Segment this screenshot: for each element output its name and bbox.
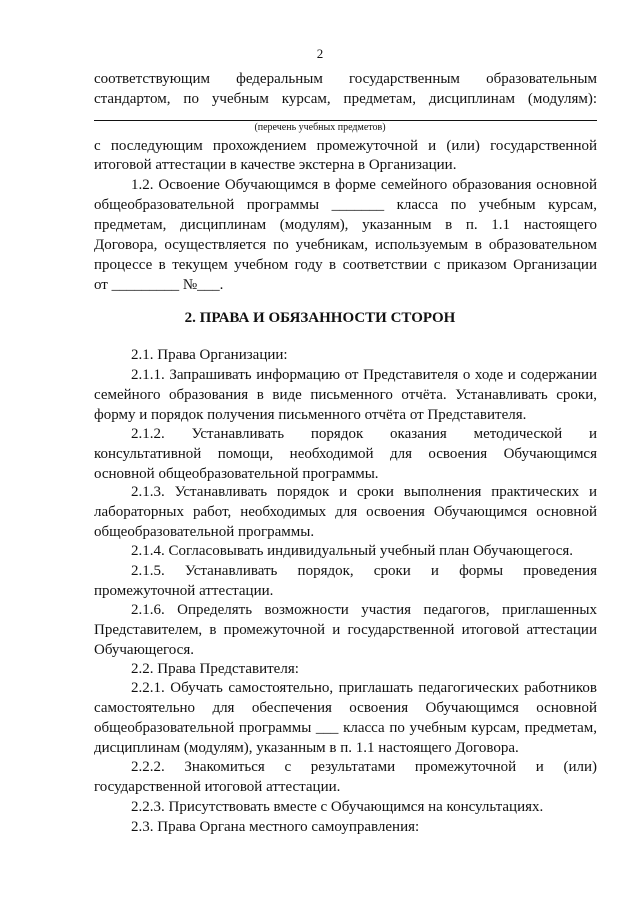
- paragraph-line: 2.2.2. Знакомиться с результатами промежуточной и (или): [131, 759, 597, 775]
- paragraph-line: консультативной помощи, необходимой для освоения Обучающимся: [94, 446, 597, 462]
- paragraph-line: от _________ №___.: [94, 277, 224, 293]
- page-number: 2: [316, 46, 324, 61]
- paragraph-line: промежуточной аттестации.: [94, 583, 274, 599]
- paragraph-line: с последующим прохождением промежуточной и (или) государственной: [94, 138, 597, 154]
- paragraph-line: общеобразовательной программы _______ класса по учебным курсам,: [94, 197, 597, 213]
- paragraph-line: 2.3. Права Органа местного самоуправления:: [131, 819, 420, 835]
- section-heading: 2. ПРАВА И ОБЯЗАННОСТИ СТОРОН: [184, 310, 456, 326]
- paragraph-line: 2.1.1. Запрашивать информацию от Представителя о ходе и содержании: [131, 367, 597, 383]
- paragraph-line: процессе в текущем учебном году в соответствии с приказом Организации: [94, 257, 597, 273]
- paragraph-line: основной общеобразовательной программы.: [94, 466, 379, 482]
- paragraph-line: предметам, дисциплинам (модулям), указанным в п. 1.1 настоящего: [94, 217, 597, 233]
- paragraph-line: Представителем, в промежуточной и государственной итоговой аттестации: [94, 622, 597, 638]
- paragraph-line: 2.1.2. Устанавливать порядок оказания методической и: [131, 426, 597, 442]
- paragraph-line: 2.1. Права Организации:: [131, 347, 288, 363]
- paragraph-line: общеобразовательной программы ___ класса по учебным курсам, предметам,: [94, 720, 597, 736]
- paragraph-line: 2.1.4. Согласовывать индивидуальный учебный план Обучающегося.: [131, 543, 574, 559]
- paragraph-line: форму и порядок получения письменного отчёта от Представителя.: [94, 407, 527, 423]
- paragraph-line: Договора, осуществляется по учебникам, используемым в образовательном: [94, 237, 597, 253]
- paragraph-line: семейного образования в виде письменного отчёта. Устанавливать сроки,: [94, 387, 597, 403]
- paragraph-line: итоговой аттестации в качестве экстерна в Организации.: [94, 157, 457, 173]
- paragraph-line: лабораторных работ, необходимых для освоения Обучающимся основной: [94, 504, 597, 520]
- paragraph-line: самостоятельно для обеспечения освоения Обучающимся основной: [94, 700, 597, 716]
- paragraph-line: 1.2. Освоение Обучающимся в форме семейного образования основной: [131, 177, 597, 193]
- paragraph-line: Обучающегося.: [94, 642, 194, 658]
- field-caption: (перечень учебных предметов): [254, 122, 386, 133]
- paragraph-line: 2.1.5. Устанавливать порядок, сроки и формы проведения: [131, 563, 597, 579]
- paragraph-line: 2.2.1. Обучать самостоятельно, приглашать педагогических работников: [131, 680, 597, 696]
- paragraph-line: общеобразовательной программы.: [94, 524, 315, 540]
- paragraph-line: соответствующим федеральным государственным образовательным: [94, 71, 597, 87]
- blank-fill-line: [94, 120, 597, 121]
- paragraph-line: государственной итоговой аттестации.: [94, 779, 341, 795]
- paragraph-line: 2.1.3. Устанавливать порядок и сроки выполнения практических и: [131, 484, 597, 500]
- paragraph-line: 2.1.6. Определять возможности участия педагогов, приглашенных: [131, 602, 597, 618]
- paragraph-line: 2.2. Права Представителя:: [131, 661, 299, 677]
- paragraph-line: 2.2.3. Присутствовать вместе с Обучающимся на консультациях.: [131, 799, 544, 815]
- paragraph-line: дисциплинам (модулям), указанным в п. 1.1 настоящего Договора.: [94, 740, 519, 756]
- paragraph-line: стандартом, по учебным курсам, предметам, дисциплинам (модулям):: [94, 91, 597, 107]
